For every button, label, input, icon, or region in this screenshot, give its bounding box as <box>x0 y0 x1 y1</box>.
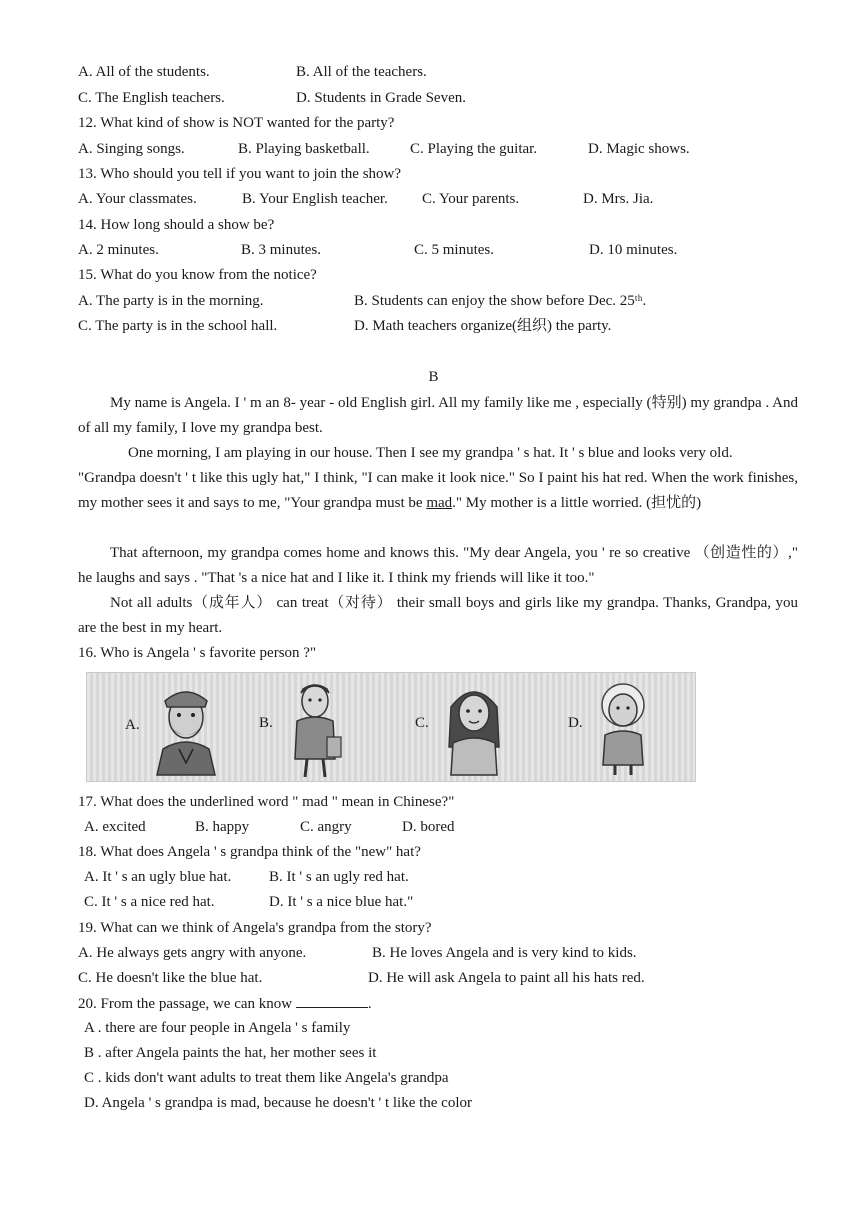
q17-option-c: C. angry <box>300 819 352 835</box>
q20-question-end: . <box>367 996 372 1012</box>
q20-option-c: C . kids don't want adults to treat them like Angela's grandpa <box>84 1070 449 1086</box>
q15-option-b: B. Students can enjoy the show before Dec. 25ᵗʰ. <box>354 293 647 309</box>
q16-label-a: A. <box>125 717 140 733</box>
q14-option-b: B. 3 minutes. <box>241 242 322 258</box>
mother-figure-icon <box>439 677 509 777</box>
q13-option-b: B. Your English teacher. <box>242 191 388 207</box>
q15-option-c: C. The party is in the school hall. <box>78 318 278 334</box>
q20-question <box>78 993 372 1014</box>
q18-option-a: A. It ' s an ugly blue hat. <box>84 869 232 885</box>
q16-label-b: B. <box>259 715 273 731</box>
q12-option-b: B. Playing basketball. <box>238 141 370 157</box>
q15-question: 15. What do you know from the notice? <box>78 267 317 283</box>
q11-option-a: A. All of the students. <box>78 64 210 80</box>
q16-question: 16. Who is Angela ' s favorite person ?" <box>78 645 317 661</box>
q17-option-a: A. excited <box>84 819 146 835</box>
q13-option-d: D. Mrs. Jia. <box>583 191 654 207</box>
q19-question: 19. What can we think of Angela's grandpa from the story? <box>78 920 432 936</box>
q11-option-c: C. The English teachers. <box>78 90 225 106</box>
q14-option-d: D. 10 minutes. <box>589 242 678 258</box>
passage-paragraph-2-text: "Grandpa doesn't ' t like this ugly hat," I think, "I can make it look nice." So I paint his hat red. When the work finishes, my mother sees it and says to me, "Your grandpa must be <box>78 470 798 511</box>
q17-question: 17. What does the underlined word " mad " mean in Chinese?" <box>78 794 455 810</box>
q19-option-d: D. He will ask Angela to paint all his hats red. <box>368 970 645 986</box>
passage-paragraph-2-line-1: One morning, I am playing in our house. Then I see my grandpa ' s hat. It ' s blue and looks very old. <box>128 445 733 461</box>
passage-paragraph-2 <box>78 466 798 516</box>
q15-option-a: A. The party is in the morning. <box>78 293 264 309</box>
q16-label-d: D. <box>568 715 583 731</box>
q12-option-d: D. Magic shows. <box>588 141 690 157</box>
q13-question: 13. Who should you tell if you want to join the show? <box>78 166 402 182</box>
answer-blank <box>296 993 368 1008</box>
q20-option-d: D. Angela ' s grandpa is mad, because he doesn't ' t like the color <box>84 1095 473 1111</box>
q19-option-b: B. He loves Angela and is very kind to kids. <box>372 945 637 961</box>
q11-option-d: D. Students in Grade Seven. <box>296 90 466 106</box>
grandpa-figure-icon <box>149 677 223 777</box>
section-heading-b: B <box>428 369 439 385</box>
passage-paragraph-3: That afternoon, my grandpa comes home and knows this. "My dear Angela, you ' re so creative （创造性的）," he laughs and says . "That 's a nice hat and I like it. I think my friends will like it too." <box>78 545 798 586</box>
q20-question-text: 20. From the passage, we can know <box>78 996 293 1012</box>
q17-option-d: D. bored <box>402 819 455 835</box>
q14-question: 14. How long should a show be? <box>78 217 275 233</box>
q20-option-a: A . there are four people in Angela ' s family <box>84 1020 351 1036</box>
q13-option-c: C. Your parents. <box>422 191 520 207</box>
q14-option-a: A. 2 minutes. <box>78 242 159 258</box>
passage-paragraph-1: My name is Angela. I ' m an 8- year - old English girl. All my family like me , especially (特别) my grandpa . And of all my family, I love my grandpa best. <box>78 395 798 436</box>
q17-option-b: B. happy <box>195 819 250 835</box>
passage-paragraph-4: Not all adults（成年人） can treat（对待） their small boys and girls like my grandpa. Thanks, Grandpa, you are the best in my heart. <box>78 595 798 636</box>
q20-option-b: B . after Angela paints the hat, her mother sees it <box>84 1045 377 1061</box>
passage-paragraph-2-end: ." My mother is a little worried. (担忧的) <box>452 495 702 511</box>
q18-option-b: B. It ' s an ugly red hat. <box>269 869 409 885</box>
q11-option-b: B. All of the teachers. <box>296 64 427 80</box>
q12-question: 12. What kind of show is NOT wanted for the party? <box>78 115 395 131</box>
q18-question: 18. What does Angela ' s grandpa think of the "new" hat? <box>78 844 421 860</box>
q19-option-a: A. He always gets angry with anyone. <box>78 945 307 961</box>
q19-option-c: C. He doesn't like the blue hat. <box>78 970 263 986</box>
q14-option-c: C. 5 minutes. <box>414 242 495 258</box>
q16-label-c: C. <box>415 715 429 731</box>
underlined-word-mad: mad <box>426 495 453 511</box>
q15-option-d: D. Math teachers organize(组织) the party. <box>354 318 612 334</box>
boy-figure-icon <box>283 675 347 779</box>
q12-option-c: C. Playing the guitar. <box>410 141 538 157</box>
q18-option-c: C. It ' s a nice red hat. <box>84 894 215 910</box>
grandma-figure-icon <box>591 677 655 777</box>
q16-picture-strip <box>86 672 696 782</box>
q12-option-a: A. Singing songs. <box>78 141 185 157</box>
q18-option-d: D. It ' s a nice blue hat." <box>269 894 414 910</box>
q13-option-a: A. Your classmates. <box>78 191 197 207</box>
